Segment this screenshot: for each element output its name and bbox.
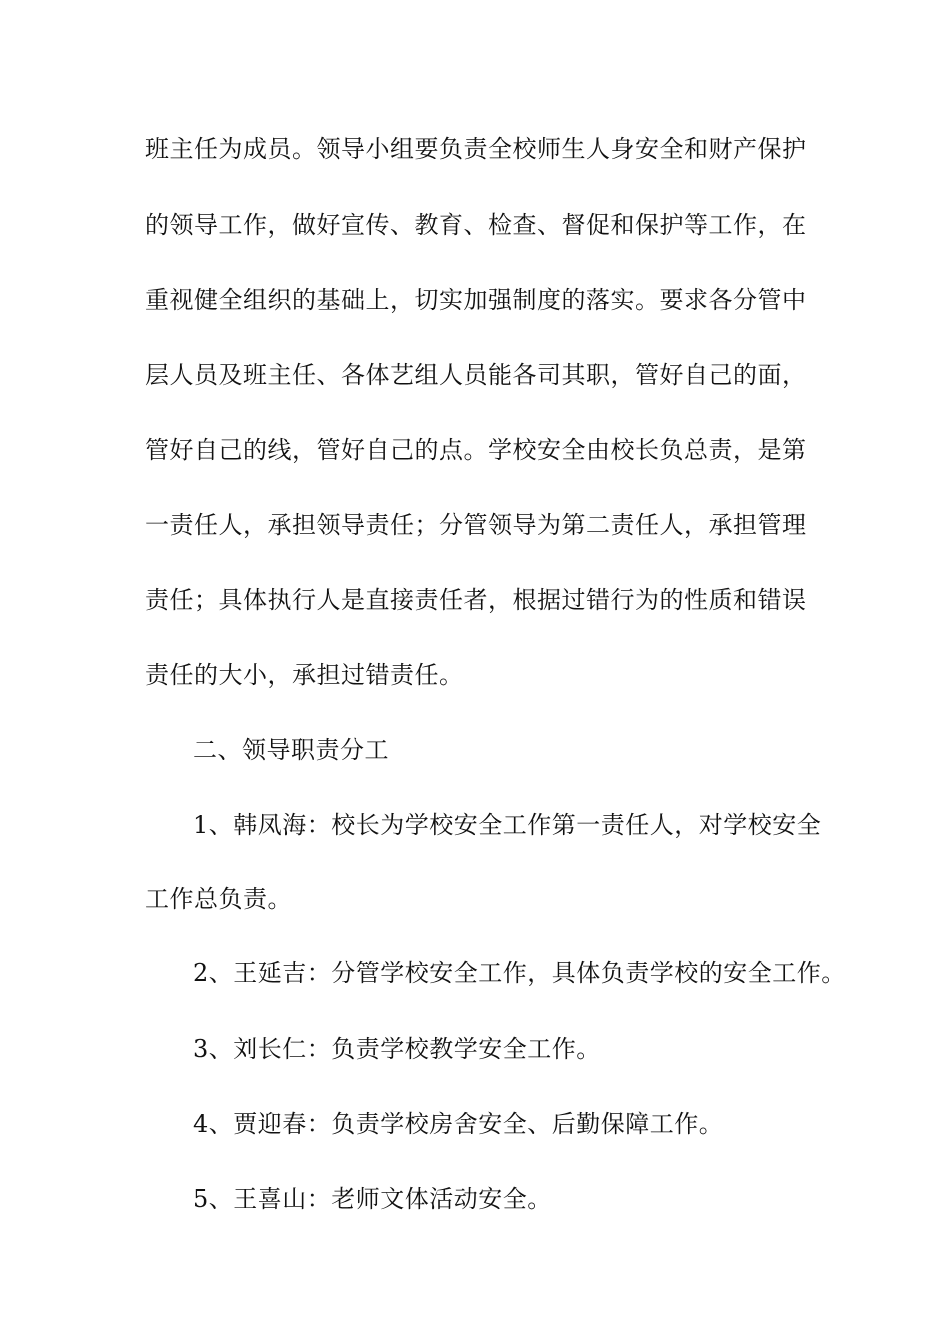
duty-item-2: 2、王延吉：分管学校安全工作，具体负责学校的安全工作。 [193, 959, 846, 987]
paragraph-line: 班主任为成员。领导小组要负责全校师生人身安全和财产保护 [145, 135, 807, 163]
paragraph-line: 责任的大小，承担过错责任。 [145, 661, 464, 689]
duty-item-3: 3、刘长仁：负责学校教学安全工作。 [193, 1035, 601, 1063]
duty-item-1: 1、韩凤海：校长为学校安全工作第一责任人，对学校安全 [193, 811, 822, 839]
paragraph-line: 责任；具体执行人是直接责任者，根据过错行为的性质和错误 [145, 586, 807, 614]
section-heading: 二、领导职责分工 [193, 736, 389, 764]
paragraph-line: 层人员及班主任、各体艺组人员能各司其职，管好自己的面， [145, 361, 807, 389]
paragraph-line: 管好自己的线，管好自己的点。学校安全由校长负总责，是第 [145, 436, 807, 464]
duty-item-4: 4、贾迎春：负责学校房舍安全、后勤保障工作。 [193, 1110, 724, 1138]
duty-item-5: 5、王喜山：老师文体活动安全。 [193, 1185, 552, 1213]
paragraph-line: 一责任人，承担领导责任；分管领导为第二责任人，承担管理 [145, 511, 807, 539]
paragraph-line: 的领导工作，做好宣传、教育、检查、督促和保护等工作，在 [145, 211, 807, 239]
duty-item-1-continued: 工作总负责。 [145, 885, 292, 913]
paragraph-line: 重视健全组织的基础上，切实加强制度的落实。要求各分管中 [145, 286, 807, 314]
